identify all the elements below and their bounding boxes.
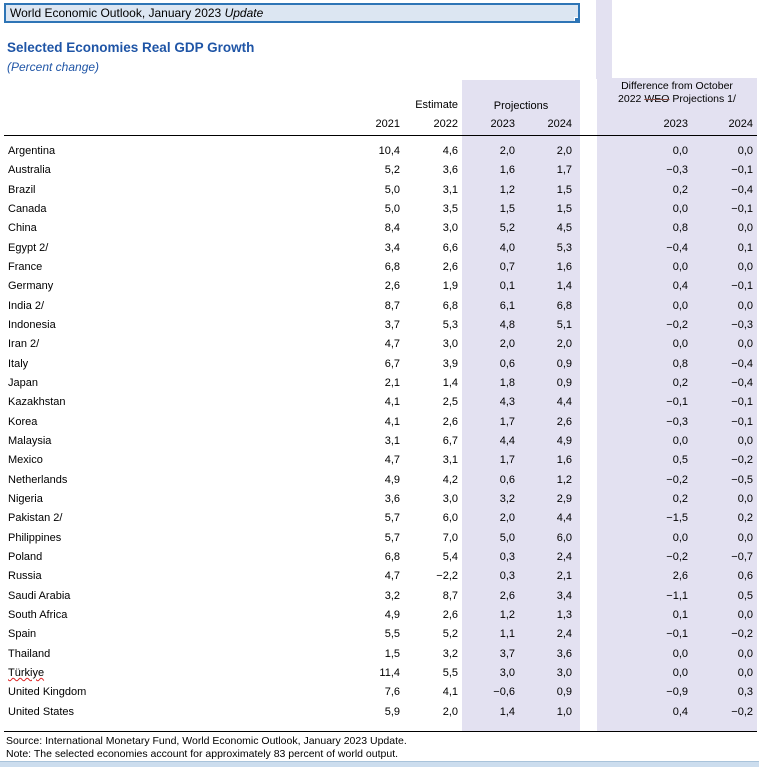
value-cell[interactable]: 4,3 xyxy=(499,396,515,409)
value-cell[interactable]: 11,4 xyxy=(379,666,400,679)
value-cell[interactable]: 10,4 xyxy=(378,145,400,157)
value-cell[interactable]: 0,0 xyxy=(737,647,753,660)
value-cell[interactable]: 0,0 xyxy=(737,608,753,621)
year-header-row xyxy=(0,115,759,133)
country-cell[interactable]: Spain xyxy=(8,628,37,641)
difference-column-highlight-top xyxy=(596,0,612,79)
value-cell[interactable]: 4,7 xyxy=(384,338,400,351)
table-bottom-line xyxy=(4,731,757,732)
value-cell[interactable]: 5,1 xyxy=(556,318,572,331)
table-row xyxy=(0,683,759,702)
value-cell[interactable]: 5,4 xyxy=(442,550,458,563)
value-cell[interactable]: 2,6 xyxy=(499,589,515,602)
value-cell[interactable]: 1,6 xyxy=(556,454,572,467)
value-cell[interactable]: 1,4 xyxy=(442,376,458,389)
value-cell[interactable]: 3,2 xyxy=(499,492,515,505)
projections-header[interactable]: Projections xyxy=(493,100,549,112)
value-cell[interactable]: 0,2 xyxy=(672,492,688,505)
value-cell[interactable]: 5,3 xyxy=(556,241,572,254)
value-cell[interactable]: 0,0 xyxy=(737,531,753,544)
year-header-2022[interactable]: 2022 xyxy=(433,118,458,130)
value-cell[interactable]: 0,0 xyxy=(672,338,688,351)
country-cell[interactable]: Thailand xyxy=(8,647,51,660)
table-row xyxy=(0,548,759,567)
value-cell[interactable]: 6,0 xyxy=(442,512,458,525)
value-cell[interactable]: −0,4 xyxy=(731,376,753,389)
value-cell[interactable]: 0,2 xyxy=(672,376,688,389)
value-cell[interactable]: 2,0 xyxy=(442,705,458,718)
value-cell[interactable]: 0,8 xyxy=(672,357,688,370)
value-cell[interactable]: 0,9 xyxy=(556,376,572,389)
value-cell[interactable]: 3,4 xyxy=(384,241,400,254)
value-cell[interactable]: 6,1 xyxy=(499,299,515,312)
value-cell[interactable]: −0,3 xyxy=(731,318,753,331)
header-divider-line xyxy=(4,135,757,136)
table-row xyxy=(0,239,759,258)
source-note: Source: International Monetary Fund, World Economic Outlook, January 2023 Update. xyxy=(6,735,407,747)
value-cell[interactable]: 4,6 xyxy=(442,145,458,157)
country-cell[interactable]: Pakistan 2/ xyxy=(8,512,63,525)
value-cell[interactable]: 3,7 xyxy=(499,647,515,660)
value-cell[interactable]: 0,0 xyxy=(672,260,688,273)
value-cell[interactable]: 0,5 xyxy=(737,589,753,602)
value-cell[interactable]: 1,5 xyxy=(556,202,572,215)
value-cell[interactable]: 5,0 xyxy=(384,202,400,215)
year-header-2024-proj[interactable]: 2024 xyxy=(547,118,572,130)
value-cell[interactable]: 1,7 xyxy=(499,454,515,467)
table-row xyxy=(0,297,759,316)
country-cell[interactable]: Nigeria xyxy=(8,492,43,505)
value-cell[interactable]: 0,0 xyxy=(737,299,753,312)
country-cell[interactable]: Argentina xyxy=(8,145,56,157)
value-cell[interactable]: 8,7 xyxy=(442,589,458,602)
country-cell[interactable]: Netherlands xyxy=(8,473,68,486)
value-cell[interactable]: 2,6 xyxy=(556,415,572,428)
value-cell[interactable]: 4,7 xyxy=(384,454,400,467)
table-row xyxy=(0,490,759,509)
value-cell[interactable]: 2,6 xyxy=(442,608,458,621)
title-text: World Economic Outlook, January 2023 xyxy=(10,6,225,20)
table-row xyxy=(0,703,759,722)
value-cell[interactable]: −0,1 xyxy=(666,628,688,641)
value-cell[interactable]: 3,1 xyxy=(384,434,400,447)
value-cell[interactable]: 5,7 xyxy=(384,531,400,544)
value-cell[interactable]: 8,4 xyxy=(384,222,400,235)
value-cell[interactable]: −0,2 xyxy=(731,705,753,718)
value-cell[interactable]: 1,5 xyxy=(556,183,572,196)
output-note: Note: The selected economies account for approximately 83 percent of world output. xyxy=(6,748,399,760)
value-cell[interactable]: 1,4 xyxy=(499,705,515,718)
value-cell[interactable]: 4,4 xyxy=(499,434,515,447)
country-cell[interactable]: France xyxy=(8,260,43,273)
value-cell[interactable]: 2,6 xyxy=(672,570,688,583)
value-cell[interactable]: −0,2 xyxy=(666,473,688,486)
country-cell[interactable]: Türkiye xyxy=(8,666,45,679)
difference-header-line1: Difference from October xyxy=(621,80,733,92)
country-cell[interactable]: Saudi Arabia xyxy=(8,589,71,602)
value-cell[interactable]: 0,0 xyxy=(737,434,753,447)
value-cell[interactable]: 4,0 xyxy=(499,241,515,254)
value-cell[interactable]: −1,5 xyxy=(666,512,688,525)
value-cell[interactable]: 0,0 xyxy=(737,338,753,351)
table-row xyxy=(0,567,759,586)
value-cell[interactable]: 6,8 xyxy=(384,260,400,273)
country-cell[interactable]: Korea xyxy=(8,415,38,428)
value-cell[interactable]: 5,5 xyxy=(384,628,400,641)
value-cell[interactable]: 2,4 xyxy=(556,628,572,641)
value-cell[interactable]: 0,0 xyxy=(737,492,753,505)
table-row xyxy=(0,219,759,238)
value-cell[interactable]: 3,1 xyxy=(442,183,458,196)
value-cell[interactable]: 3,1 xyxy=(442,454,458,467)
value-cell[interactable]: 3,5 xyxy=(442,202,458,215)
value-cell[interactable]: −2,2 xyxy=(436,570,458,583)
value-cell[interactable]: 0,0 xyxy=(672,666,688,679)
value-cell[interactable]: 0,0 xyxy=(737,260,753,273)
country-cell[interactable]: Russia xyxy=(8,570,42,583)
value-cell[interactable]: 4,9 xyxy=(384,608,400,621)
value-cell[interactable]: −0,4 xyxy=(731,183,753,196)
value-cell[interactable]: 0,1 xyxy=(672,608,688,621)
value-cell[interactable]: 0,0 xyxy=(737,145,753,157)
table-row xyxy=(0,335,759,354)
value-cell[interactable]: 1,2 xyxy=(499,608,515,621)
value-cell[interactable]: −0,9 xyxy=(666,686,688,699)
table-body xyxy=(0,142,759,722)
value-cell[interactable]: 0,0 xyxy=(672,531,688,544)
sheet-subtitle: (Percent change) xyxy=(7,60,100,74)
value-cell[interactable]: 1,6 xyxy=(499,164,515,177)
value-cell[interactable]: 4,1 xyxy=(384,415,400,428)
table-row xyxy=(0,181,759,200)
value-cell[interactable]: 1,5 xyxy=(384,647,400,660)
value-cell[interactable]: 1,1 xyxy=(499,628,515,641)
year-header-2021[interactable]: 2021 xyxy=(375,118,400,130)
value-cell[interactable]: 0,4 xyxy=(672,705,688,718)
value-cell[interactable]: −0,1 xyxy=(731,164,753,177)
difference-header-line2a: 2022 xyxy=(618,93,645,105)
value-cell[interactable]: 1,0 xyxy=(556,705,572,718)
year-header-2023-proj[interactable]: 2023 xyxy=(490,118,515,130)
value-cell[interactable]: 0,5 xyxy=(672,454,688,467)
value-cell[interactable]: 6,7 xyxy=(384,357,400,370)
value-cell[interactable]: 3,4 xyxy=(556,589,572,602)
table-row xyxy=(0,587,759,606)
year-header-2024-diff[interactable]: 2024 xyxy=(728,118,753,130)
value-cell[interactable]: −0,1 xyxy=(731,202,753,215)
country-cell[interactable]: Canada xyxy=(8,202,47,215)
value-cell[interactable]: 1,7 xyxy=(556,164,572,177)
country-cell[interactable]: Australia xyxy=(8,164,51,177)
country-cell[interactable]: Italy xyxy=(8,357,29,370)
table-row xyxy=(0,277,759,296)
value-cell[interactable]: 2,6 xyxy=(384,280,400,293)
value-cell[interactable]: 3,2 xyxy=(442,647,458,660)
value-cell[interactable]: −0,1 xyxy=(731,280,753,293)
value-cell[interactable]: −0,1 xyxy=(666,396,688,409)
table-row xyxy=(0,451,759,470)
value-cell[interactable]: 3,0 xyxy=(442,222,458,235)
value-cell[interactable]: 4,8 xyxy=(499,318,515,331)
value-cell[interactable]: 0,6 xyxy=(499,357,515,370)
value-cell[interactable]: −0,3 xyxy=(666,415,688,428)
value-cell[interactable]: 0,0 xyxy=(672,299,688,312)
table-row xyxy=(0,413,759,432)
value-cell[interactable]: 5,7 xyxy=(384,512,400,525)
value-cell[interactable]: 1,2 xyxy=(499,183,515,196)
value-cell[interactable]: 1,3 xyxy=(556,608,572,621)
value-cell[interactable]: 0,6 xyxy=(737,570,753,583)
value-cell[interactable]: 4,5 xyxy=(556,222,572,235)
value-cell[interactable]: 0,3 xyxy=(737,686,753,699)
value-cell[interactable]: 3,0 xyxy=(442,492,458,505)
value-cell[interactable]: 5,0 xyxy=(384,183,400,196)
value-cell[interactable]: 2,0 xyxy=(499,338,515,351)
value-cell[interactable]: 2,0 xyxy=(556,145,572,157)
value-cell[interactable]: 1,2 xyxy=(556,473,572,486)
value-cell[interactable]: 4,4 xyxy=(556,512,572,525)
value-cell[interactable]: 2,4 xyxy=(556,550,572,563)
table-row xyxy=(0,393,759,412)
value-cell[interactable]: −0,5 xyxy=(731,473,753,486)
selection-fill-handle[interactable] xyxy=(574,17,580,23)
value-cell[interactable]: 2,0 xyxy=(499,145,515,157)
value-cell[interactable]: −0,4 xyxy=(666,241,688,254)
value-cell[interactable]: 5,2 xyxy=(384,164,400,177)
value-cell[interactable]: 3,0 xyxy=(442,338,458,351)
table-row xyxy=(0,258,759,277)
value-cell[interactable]: 3,0 xyxy=(556,666,572,679)
table-row xyxy=(0,200,759,219)
table-row xyxy=(0,316,759,335)
value-cell[interactable]: 4,1 xyxy=(442,686,458,699)
table-row xyxy=(0,355,759,374)
value-cell[interactable]: 3,2 xyxy=(384,589,400,602)
difference-header-line2c: Projections 1/ xyxy=(669,93,736,105)
value-cell[interactable]: 5,2 xyxy=(499,222,515,235)
value-cell[interactable]: 2,0 xyxy=(556,338,572,351)
value-cell[interactable]: 5,0 xyxy=(499,531,515,544)
window-bottom-edge xyxy=(0,761,759,767)
value-cell[interactable]: 3,6 xyxy=(384,492,400,505)
country-cell[interactable]: Japan xyxy=(8,376,38,389)
value-cell[interactable]: 0,9 xyxy=(556,686,572,699)
value-cell[interactable]: 0,0 xyxy=(737,666,753,679)
country-cell[interactable]: United States xyxy=(8,705,75,718)
country-cell[interactable]: United Kingdom xyxy=(8,686,87,699)
value-cell[interactable]: 4,1 xyxy=(384,396,400,409)
value-cell[interactable]: −0,4 xyxy=(731,357,753,370)
country-cell[interactable]: Germany xyxy=(8,280,54,293)
value-cell[interactable]: −0,6 xyxy=(493,686,515,699)
value-cell[interactable]: 0,3 xyxy=(499,570,515,583)
value-cell[interactable]: 6,8 xyxy=(384,550,400,563)
value-cell[interactable]: 6,7 xyxy=(442,434,458,447)
value-cell[interactable]: 6,8 xyxy=(442,299,458,312)
difference-header[interactable] xyxy=(597,80,757,106)
difference-header-weo: WEO xyxy=(644,93,670,105)
value-cell[interactable]: 0,0 xyxy=(672,202,688,215)
value-cell[interactable]: 2,6 xyxy=(442,415,458,428)
value-cell[interactable]: 1,9 xyxy=(442,280,458,293)
country-cell[interactable]: Philippines xyxy=(8,531,62,544)
value-cell[interactable]: 2,1 xyxy=(384,376,400,389)
value-cell[interactable]: 0,4 xyxy=(672,280,688,293)
value-cell[interactable]: 5,2 xyxy=(442,628,458,641)
value-cell[interactable]: −0,2 xyxy=(731,454,753,467)
value-cell[interactable]: 0,1 xyxy=(499,280,515,293)
value-cell[interactable]: 5,3 xyxy=(442,318,458,331)
country-cell[interactable]: South Africa xyxy=(8,608,68,621)
value-cell[interactable]: 4,7 xyxy=(384,570,400,583)
table-row xyxy=(0,509,759,528)
value-cell[interactable]: 4,9 xyxy=(384,473,400,486)
value-cell[interactable]: 7,6 xyxy=(384,686,400,699)
sheet-title: Selected Economies Real GDP Growth xyxy=(7,40,255,55)
country-cell[interactable]: Iran 2/ xyxy=(8,338,40,351)
value-cell[interactable]: 0,1 xyxy=(737,241,753,254)
value-cell[interactable]: 0,9 xyxy=(556,357,572,370)
value-cell[interactable]: −0,7 xyxy=(731,550,753,563)
table-row xyxy=(0,529,759,548)
table-row xyxy=(0,625,759,644)
value-cell[interactable]: 1,8 xyxy=(499,376,515,389)
table-row xyxy=(0,161,759,180)
table-row xyxy=(0,471,759,490)
value-cell[interactable]: 3,0 xyxy=(499,666,515,679)
value-cell[interactable]: −0,1 xyxy=(731,396,753,409)
value-cell[interactable]: 6,0 xyxy=(556,531,572,544)
estimate-header[interactable]: Estimate xyxy=(415,99,458,111)
value-cell[interactable]: 8,7 xyxy=(384,299,400,312)
country-cell[interactable]: Kazakhstan xyxy=(8,396,66,409)
value-cell[interactable]: 3,7 xyxy=(384,318,400,331)
value-cell[interactable]: 1,7 xyxy=(499,415,515,428)
year-header-2023-diff[interactable]: 2023 xyxy=(663,118,688,130)
table-row xyxy=(0,374,759,393)
value-cell[interactable]: 0,2 xyxy=(672,183,688,196)
value-cell[interactable]: 2,1 xyxy=(556,570,572,583)
value-cell[interactable]: 0,0 xyxy=(672,145,688,157)
title-cell-selected[interactable] xyxy=(4,3,580,23)
value-cell[interactable]: −0,2 xyxy=(731,628,753,641)
value-cell[interactable]: 1,4 xyxy=(556,280,572,293)
table-row xyxy=(0,606,759,625)
value-cell[interactable]: 0,8 xyxy=(672,222,688,235)
country-cell[interactable]: Malaysia xyxy=(8,434,52,447)
value-cell[interactable]: 1,5 xyxy=(499,202,515,215)
table-row xyxy=(0,142,759,161)
value-cell[interactable]: 0,0 xyxy=(672,434,688,447)
country-cell[interactable]: Mexico xyxy=(8,454,43,467)
country-cell[interactable]: China xyxy=(8,222,37,235)
value-cell[interactable]: 3,9 xyxy=(442,357,458,370)
country-cell[interactable]: Brazil xyxy=(8,183,36,196)
country-cell[interactable]: India 2/ xyxy=(8,299,45,312)
title-text-italic: Update xyxy=(224,6,264,20)
value-cell[interactable]: 6,6 xyxy=(442,241,458,254)
value-cell[interactable]: 6,8 xyxy=(556,299,572,312)
value-cell[interactable]: 4,4 xyxy=(556,396,572,409)
value-cell[interactable]: 7,0 xyxy=(442,531,458,544)
value-cell[interactable]: −0,1 xyxy=(731,415,753,428)
value-cell[interactable]: −1,1 xyxy=(666,589,688,602)
value-cell[interactable]: 2,6 xyxy=(442,260,458,273)
country-cell[interactable]: Indonesia xyxy=(8,318,56,331)
value-cell[interactable]: −0,2 xyxy=(666,318,688,331)
table-row xyxy=(0,645,759,664)
value-cell[interactable]: 5,9 xyxy=(384,705,400,718)
value-cell[interactable]: 0,0 xyxy=(737,222,753,235)
country-cell[interactable]: Poland xyxy=(8,550,43,563)
table-row xyxy=(0,432,759,451)
value-cell[interactable]: 0,3 xyxy=(499,550,515,563)
value-cell[interactable]: −0,3 xyxy=(666,164,688,177)
value-cell[interactable]: 0,7 xyxy=(499,260,515,273)
value-cell[interactable]: 4,9 xyxy=(556,434,572,447)
table-row xyxy=(0,664,759,683)
value-cell[interactable]: 2,5 xyxy=(442,396,458,409)
value-cell[interactable]: −0,2 xyxy=(666,550,688,563)
value-cell[interactable]: 4,2 xyxy=(442,473,458,486)
value-cell[interactable]: 0,2 xyxy=(737,512,753,525)
value-cell[interactable]: 0,0 xyxy=(672,647,688,660)
value-cell[interactable]: 2,9 xyxy=(556,492,572,505)
value-cell[interactable]: 0,6 xyxy=(499,473,515,486)
value-cell[interactable]: 1,6 xyxy=(556,260,572,273)
country-cell[interactable]: Egypt 2/ xyxy=(8,241,49,254)
value-cell[interactable]: 3,6 xyxy=(556,647,572,660)
value-cell[interactable]: 3,6 xyxy=(442,164,458,177)
value-cell[interactable]: 5,5 xyxy=(442,666,458,679)
value-cell[interactable]: 2,0 xyxy=(499,512,515,525)
